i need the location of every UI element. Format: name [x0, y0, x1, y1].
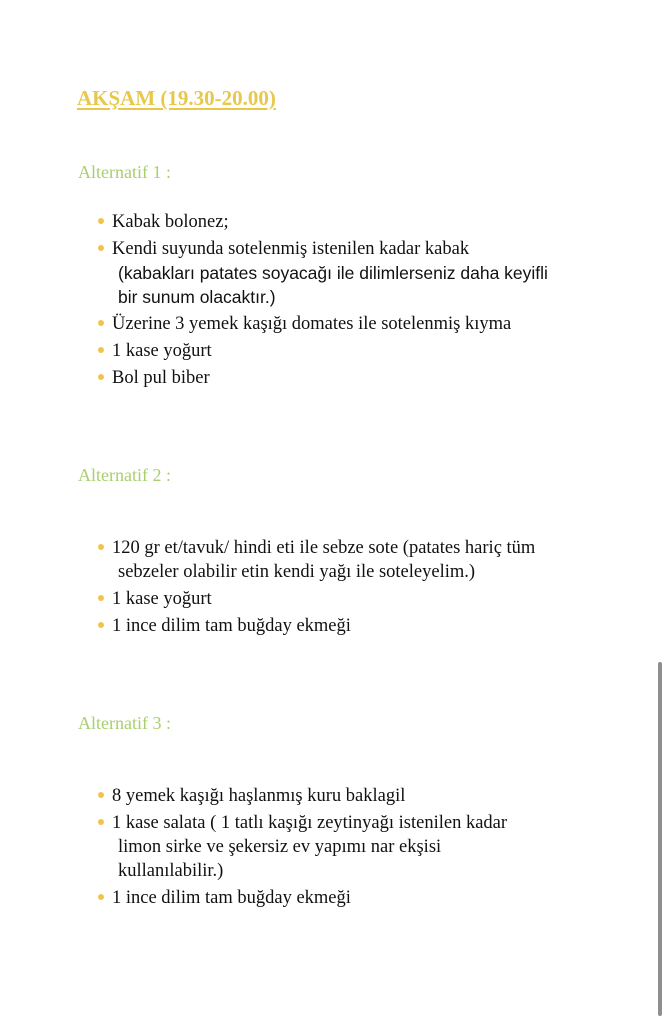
- item-text: 8 yemek kaşığı haşlanmış kuru baklagil: [112, 786, 406, 806]
- bullet-icon: [98, 819, 104, 825]
- section-heading-1: Alternatif 1 :: [78, 162, 171, 182]
- item-text-continued: sebzeler olabilir etin kendi yağı ile soteleyelim.): [118, 562, 476, 582]
- item-text: 120 gr et/tavuk/ hindi eti ile sebze sote (patates hariç tüm: [112, 538, 536, 558]
- section-heading-2: Alternatif 2 :: [78, 465, 171, 485]
- list-item: [98, 237, 618, 309]
- list-item: [98, 587, 618, 611]
- item-text: 1 kase yoğurt: [112, 589, 212, 609]
- item-text: Bol pul biber: [112, 368, 210, 388]
- bullet-icon: [98, 320, 104, 326]
- bullet-icon: [98, 374, 104, 380]
- list-item: [98, 536, 618, 584]
- item-text: 1 ince dilim tam buğday ekmeği: [112, 888, 351, 908]
- item-text: Kabak bolonez;: [112, 212, 229, 232]
- item-text: 1 kase yoğurt: [112, 341, 212, 361]
- vertical-scrollbar[interactable]: [658, 662, 662, 1016]
- section-list-3: [98, 784, 618, 913]
- bullet-icon: [98, 218, 104, 224]
- item-text: 1 kase salata ( 1 tatlı kaşığı zeytinyağı istenilen kadar: [112, 813, 508, 833]
- bullet-icon: [98, 595, 104, 601]
- list-item: [98, 886, 618, 910]
- bullet-icon: [98, 245, 104, 251]
- section-list-2: [98, 536, 618, 641]
- bullet-icon: [98, 347, 104, 353]
- section-heading-3: Alternatif 3 :: [78, 713, 171, 733]
- bullet-icon: [98, 544, 104, 550]
- bullet-icon: [98, 622, 104, 628]
- list-item: [98, 614, 618, 638]
- list-item: [98, 339, 618, 363]
- item-text-continued: limon sirke ve şekersiz ev yapımı nar ekşisi: [118, 837, 442, 857]
- list-item: [98, 784, 618, 808]
- bullet-icon: [98, 894, 104, 900]
- list-item: [98, 312, 618, 336]
- item-text-continued: kullanılabilir.): [118, 861, 224, 881]
- item-text: 1 ince dilim tam buğday ekmeği: [112, 616, 351, 636]
- item-text: Üzerine 3 yemek kaşığı domates ile sotelenmiş kıyma: [112, 314, 512, 334]
- item-text-continued: bir sunum olacaktır.): [118, 287, 276, 307]
- list-item: [98, 210, 618, 234]
- list-item: [98, 366, 618, 390]
- bullet-icon: [98, 792, 104, 798]
- page-title: AKŞAM (19.30-20.00): [77, 86, 276, 110]
- section-list-1: [98, 210, 618, 393]
- item-text-continued: (kabakları patates soyacağı ile dilimlerseniz daha keyifli: [118, 263, 548, 283]
- item-text: Kendi suyunda sotelenmiş istenilen kadar kabak: [112, 239, 470, 259]
- list-item: [98, 811, 618, 883]
